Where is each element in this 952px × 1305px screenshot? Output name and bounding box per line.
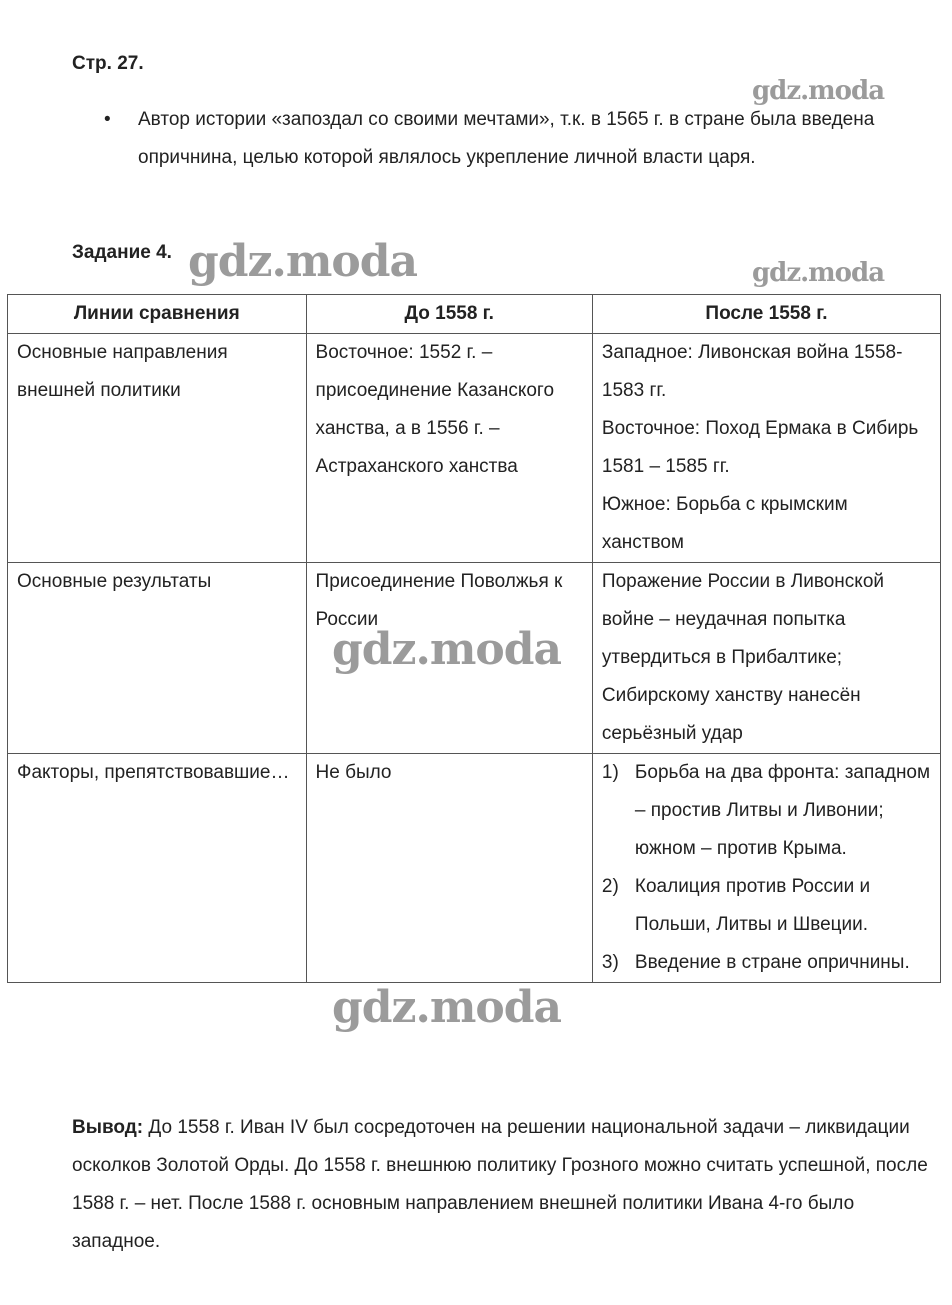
watermark-logo: gdz.moda — [332, 624, 562, 675]
before-cell: Восточное: 1552 г. – присоединение Казанского ханства, а в 1556 г. – Астраханского ханства — [306, 334, 592, 563]
list-number: 1) — [601, 762, 619, 783]
table-header-row — [8, 295, 941, 334]
watermark-logo: gdz.moda — [752, 76, 885, 106]
criterion-cell: Основные результаты — [8, 563, 307, 754]
page-number: Стр. 27. — [72, 53, 144, 74]
table-row — [8, 754, 941, 983]
after-line: Поражение России в Ливонской войне – неудачная попытка утвердиться в Прибалтике; — [601, 571, 885, 668]
after-line: Южное: Борьба с крымским ханством — [601, 494, 848, 553]
after-line: Сибирскому ханству нанесён серьёзный удар — [601, 685, 861, 744]
list-item — [602, 868, 931, 944]
conclusion-paragraph — [72, 1109, 932, 1261]
watermark-logo: gdz.moda — [332, 982, 562, 1033]
conclusion-label: Вывод: — [72, 1117, 144, 1138]
table-row — [8, 334, 941, 563]
conclusion-text: До 1558 г. Иван IV был сосредоточен на решении национальной задачи – ликвидации осколков Золотой Орды. До 1558 г. внешнюю политику Грозного можно считать успешной, после 1588 г. – нет. После 1588 г. основным направлением внешней политики Ивана 4-го было западное. — [72, 1117, 928, 1252]
after-cell — [592, 334, 940, 563]
criterion-cell: Основные направления внешней политики — [8, 334, 307, 563]
after-line: Западное: Ливонская война 1558-1583 гг. — [601, 342, 903, 401]
header-cell: После 1558 г. — [592, 295, 940, 334]
task-label: Задание 4. — [72, 242, 172, 263]
bullet-text: Автор истории «запоздал со своими мечтами», т.к. в 1565 г. в стране была введена опричнина, целью которой являлось укрепление личной власти царя. — [138, 109, 875, 168]
header-cell: До 1558 г. — [306, 295, 592, 334]
bullet-paragraph — [104, 101, 924, 177]
list-number: 3) — [601, 952, 619, 973]
list-number: 2) — [601, 876, 619, 897]
list-text: Введение в стране опричнины. — [634, 952, 910, 973]
watermark-logo: gdz.moda — [752, 258, 885, 288]
after-cell — [592, 754, 940, 983]
bullet-dot-icon: • — [104, 109, 111, 130]
list-item — [602, 754, 931, 868]
list-item — [602, 944, 931, 982]
header-cell: Линии сравнения — [8, 295, 307, 334]
list-text: Борьба на два фронта: западном – простив Литвы и Ливонии; южном – против Крыма. — [634, 762, 931, 859]
before-cell: Присоединение Поволжья к России — [306, 563, 592, 754]
watermark-logo: gdz.moda — [188, 236, 418, 287]
criterion-cell: Факторы, препятствовавшие… — [8, 754, 307, 983]
before-cell: Не было — [306, 754, 592, 983]
factors-list — [602, 754, 931, 982]
after-line: Восточное: Поход Ермака в Сибирь 1581 – 1585 гг. — [601, 418, 919, 477]
after-cell — [592, 563, 940, 754]
list-text: Коалиция против России и Польши, Литвы и Швеции. — [634, 876, 871, 935]
